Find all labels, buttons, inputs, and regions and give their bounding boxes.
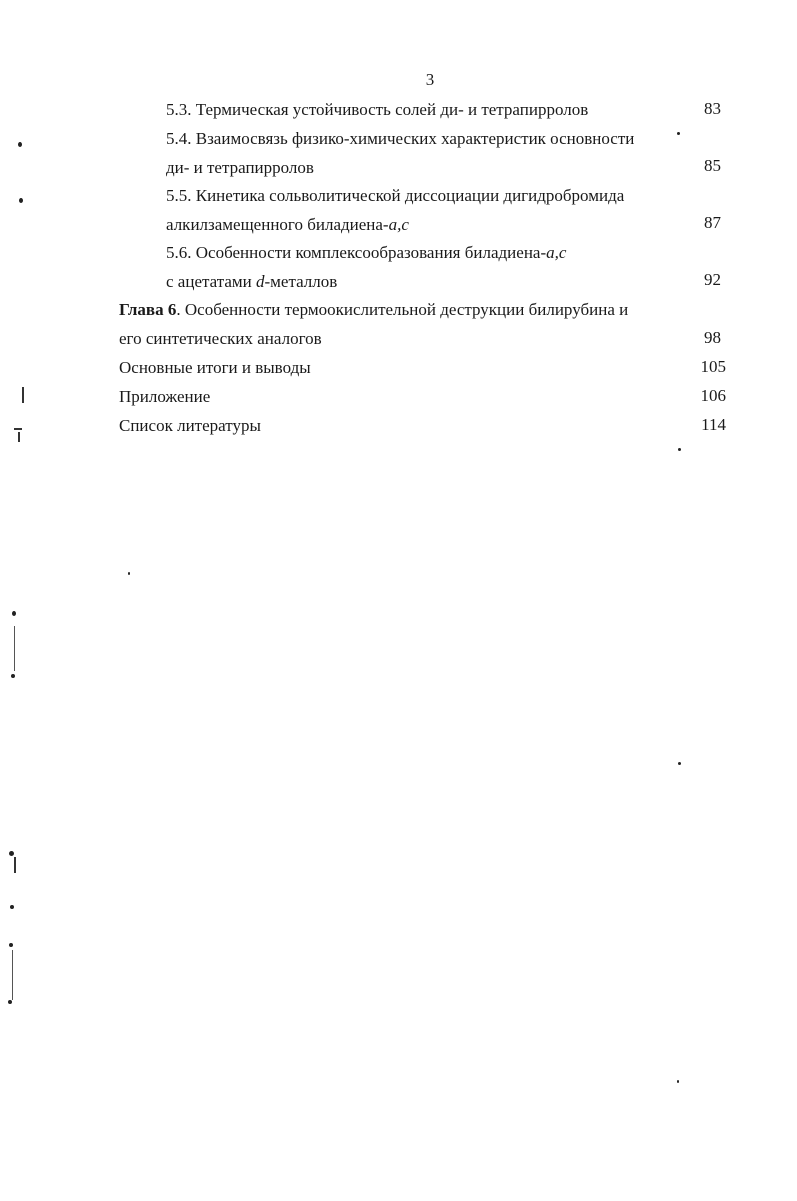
scan-mark <box>22 387 24 403</box>
toc-entry-line <box>166 96 588 125</box>
toc-entry-line <box>166 211 624 240</box>
toc-entry <box>119 412 261 441</box>
scan-speck <box>11 674 15 678</box>
toc-entry-text: Список литературы <box>119 416 261 435</box>
scan-mark <box>14 428 22 430</box>
scan-speck <box>18 142 22 147</box>
scan-speck <box>8 1000 12 1004</box>
toc-entry-text: 5.4. Взаимосвязь физико-химических характеристик основности <box>166 129 635 148</box>
scan-mark <box>18 432 20 442</box>
toc-entry-text-italic: a,c <box>546 243 567 262</box>
scan-speck <box>9 851 14 856</box>
toc-entry-line <box>166 154 634 183</box>
toc-entry-text: алкилзамещенного биладиена- <box>166 214 389 234</box>
toc-entry-line <box>166 239 566 268</box>
scan-speck <box>678 762 681 765</box>
scan-speck <box>19 198 23 203</box>
toc-entry-text-bold: Глава 6 <box>119 300 177 319</box>
scan-speck <box>677 1080 679 1083</box>
toc-entry-text: -металлов <box>264 271 338 291</box>
scan-speck <box>12 611 16 616</box>
toc-entry-page: 106 <box>700 386 726 405</box>
toc-entry-line <box>119 354 311 383</box>
toc-entry <box>166 125 634 182</box>
toc-entry-line <box>166 182 624 211</box>
toc-entry-line <box>119 296 628 325</box>
toc-entry-text: 5.5. Кинетика сольволитической диссоциации дигидробромида <box>166 186 625 205</box>
toc-entry-line <box>119 325 628 354</box>
toc-entry-text-italic: a,c <box>388 214 409 234</box>
toc-entry <box>119 296 628 353</box>
toc-entry-page: 83 <box>704 99 721 118</box>
toc-entry-text: Приложение <box>119 387 211 406</box>
toc-entry-text-italic: d <box>256 271 265 291</box>
toc-entry-page: 114 <box>701 415 726 434</box>
scan-speck <box>678 448 681 451</box>
toc-entry-text: 5.6. Особенности комплексообразования биладиена- <box>166 243 547 262</box>
toc-entry-text: его синтетических аналогов <box>119 328 322 348</box>
toc-entry <box>166 96 588 125</box>
toc-entry-line <box>119 383 210 412</box>
scan-mark <box>14 626 15 671</box>
toc-entry-text: 5.3. Термическая устойчивость солей ди- и тетрапирролов <box>166 100 589 119</box>
scan-mark <box>12 950 13 1000</box>
toc-entry-page: 85 <box>704 156 721 175</box>
scan-mark <box>14 857 16 873</box>
page-number: 3 <box>425 70 435 89</box>
toc-entry-page: 92 <box>704 270 721 289</box>
scan-speck <box>10 905 14 909</box>
scan-speck <box>9 943 13 947</box>
toc-entry <box>119 383 210 412</box>
toc-entry-text: Основные итоги и выводы <box>119 358 311 377</box>
toc-entry-page: 105 <box>700 357 726 376</box>
toc-entry-line <box>119 412 261 441</box>
scan-speck <box>677 132 680 135</box>
toc-entry-text: . Особенности термоокислительной деструкции билирубина и <box>176 300 629 319</box>
toc-entry <box>166 239 566 296</box>
toc-entry-page: 98 <box>704 328 721 347</box>
scan-speck <box>128 572 130 575</box>
toc-entry <box>166 182 624 239</box>
toc-entry-page: 87 <box>704 213 721 232</box>
toc-entry-line <box>166 268 566 297</box>
toc-entry-line <box>166 125 634 154</box>
toc-entry-text: ди- и тетрапирролов <box>166 157 314 177</box>
toc-entry <box>119 354 311 383</box>
toc-entry-text: с ацетатами <box>166 271 257 291</box>
